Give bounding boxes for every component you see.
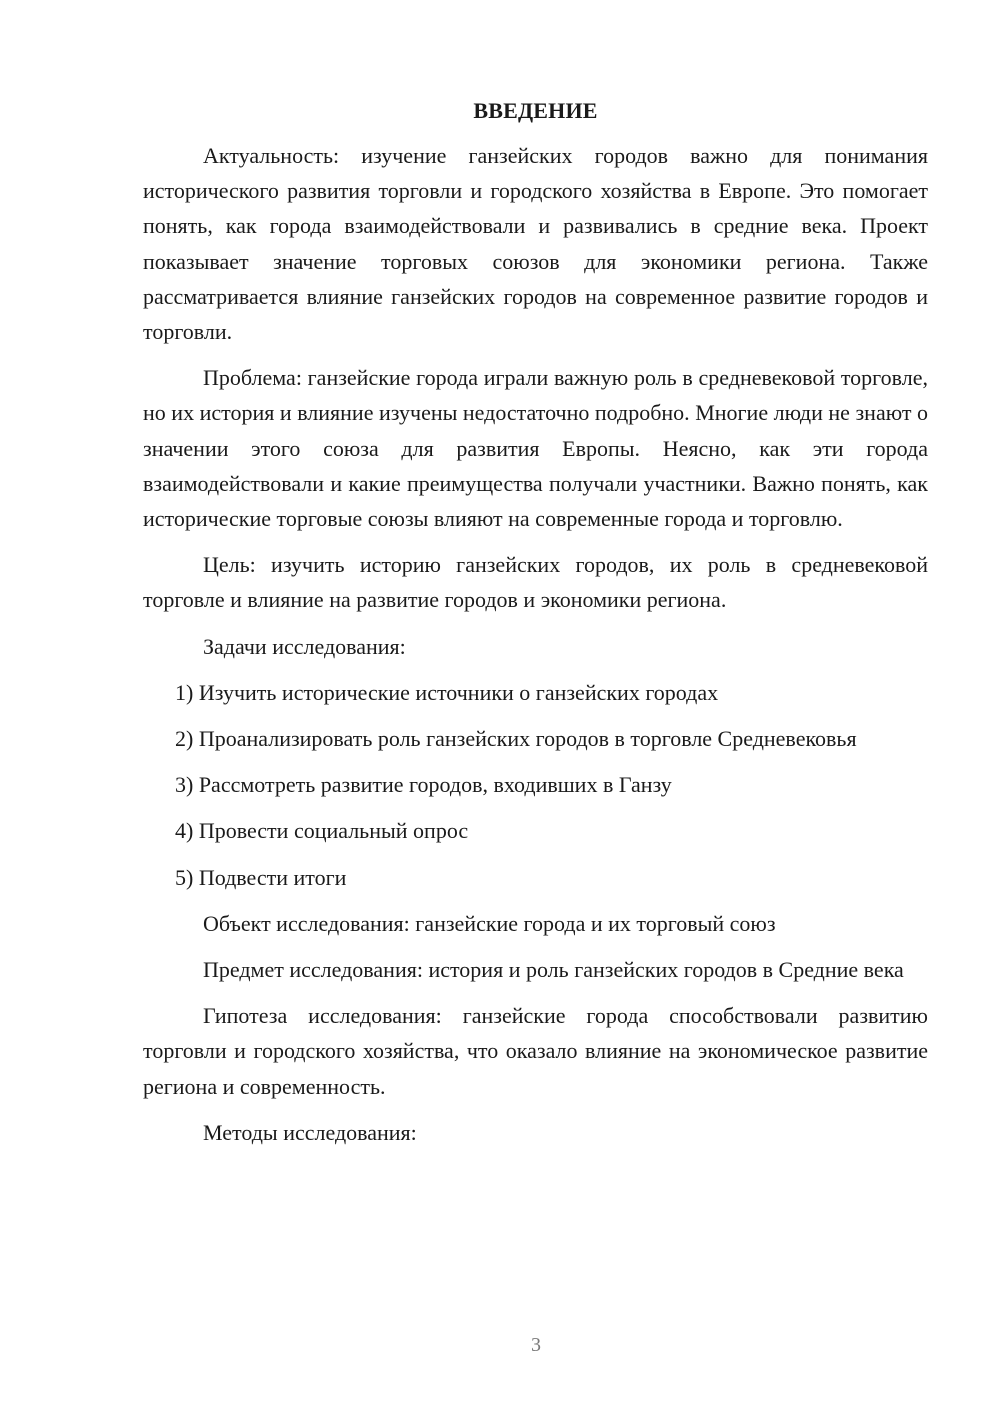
document-page xyxy=(143,96,928,1161)
task-item-3: 3) Рассмотреть развитие городов, входивших в Ганзу xyxy=(175,772,672,798)
object-paragraph: Объект исследования: ганзейские города и их торговый союз xyxy=(203,910,776,936)
task-item-4: 4) Провести социальный опрос xyxy=(175,818,469,844)
task-item-1: 1) Изучить исторические источники о ганзейских городах xyxy=(175,679,719,705)
page-title: ВВЕДЕНИЕ xyxy=(473,98,598,123)
relevance-paragraph: Актуальность: изучение ганзейских городов важно для понимания исторического развития торговли и городского хозяйства в Европе. Это помогает понять, как города взаимодействовали и развивались в средние века. Проект показывает значение торговых союзов для экономики региона. Также рассматривается влияние ганзейских городов на современное развитие городов и торговли. xyxy=(143,143,928,345)
subject-paragraph: Предмет исследования: история и роль ганзейских городов в Средние века xyxy=(203,957,904,983)
task-item-2: 2) Проанализировать роль ганзейских городов в торговле Средневековья xyxy=(175,726,857,752)
goal-paragraph: Цель: изучить историю ганзейских городов, их роль в средневековой торговле и влияние на развитие городов и экономики региона. xyxy=(143,552,928,613)
tasks-heading: Задачи исследования: xyxy=(203,633,406,659)
hypothesis-paragraph: Гипотеза исследования: ганзейские города способствовали развитию торговли и городского хозяйства, что оказало влияние на экономическое развитие региона и современность. xyxy=(143,1003,928,1099)
page-number: 3 xyxy=(531,1334,541,1356)
methods-heading: Методы исследования: xyxy=(203,1119,417,1145)
task-item-5: 5) Подвести итоги xyxy=(175,864,347,890)
problem-paragraph: Проблема: ганзейские города играли важную роль в средневековой торговле, но их история и влияние изучены недостаточно подробно. Многие люди не знают о значении этого союза для развития Европы. Неясно, как эти города взаимодействовали и какие преимущества получали участники. Важно понять, как исторические торговые союзы влияют на современные города и торговлю. xyxy=(143,365,928,532)
